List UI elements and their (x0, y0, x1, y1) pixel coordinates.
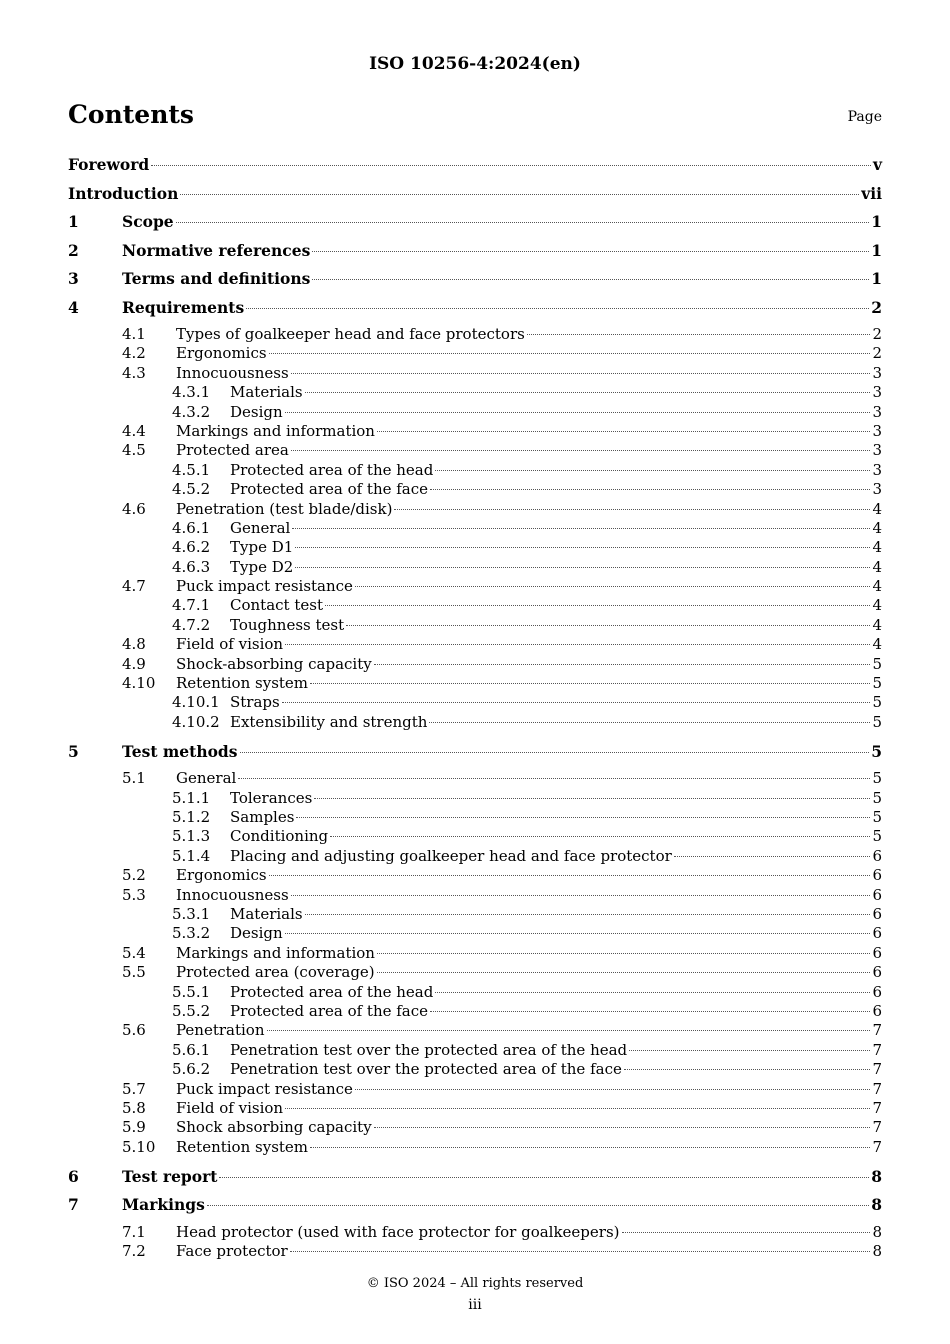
dot-leader (282, 702, 871, 703)
toc-entry-page: 1 (871, 269, 882, 288)
toc-entry[interactable] (68, 422, 882, 441)
dot-leader (325, 605, 870, 606)
toc-entry-title: Terms and definitions (122, 269, 311, 288)
toc-entry-page: 6 (872, 943, 882, 962)
toc-entry-page: 4 (872, 615, 882, 634)
toc-entry[interactable] (68, 1242, 882, 1261)
toc-entry[interactable] (68, 741, 882, 770)
toc-entry-page: 4 (872, 499, 882, 518)
toc-entry-number: 5.6.1 (172, 1040, 211, 1059)
toc-entry[interactable] (68, 713, 882, 741)
dot-leader (429, 722, 870, 723)
toc-entry-title: Protected area (coverage) (176, 963, 375, 982)
dot-leader (629, 1050, 870, 1051)
toc-entry-title: Toughness test (230, 615, 345, 634)
toc-entry-title: Markings and information (176, 421, 375, 440)
toc-entry-number: 7 (68, 1195, 79, 1215)
toc-entry-number: 4.6.3 (172, 557, 211, 576)
toc-entry-number: 5.10 (122, 1137, 156, 1156)
toc-entry-page: 4 (872, 538, 882, 557)
dot-leader (291, 373, 871, 374)
dot-leader (296, 817, 870, 818)
toc-entry-page: 3 (872, 480, 882, 499)
toc-entry[interactable] (68, 635, 882, 654)
toc-entry-title: Ergonomics (176, 866, 267, 885)
dot-leader (292, 528, 870, 529)
toc-entry-title: Scope (122, 212, 174, 231)
toc-entry-title: Type D1 (230, 538, 294, 557)
dot-leader (285, 1108, 870, 1109)
dot-leader (377, 953, 870, 954)
toc-entry[interactable] (68, 519, 882, 538)
toc-entry-title: Innocuousness (176, 363, 289, 382)
toc-entry[interactable] (68, 596, 882, 615)
toc-entry-number: 4.5 (122, 441, 146, 460)
toc-entry-title: Test report (122, 1166, 218, 1186)
toc-entry-number: 4.6.1 (172, 518, 211, 537)
toc-entry-title: Retention system (176, 1137, 309, 1156)
toc-entry[interactable] (68, 674, 882, 693)
toc-entry-page: 8 (871, 1195, 882, 1215)
toc-entry-page: 5 (872, 654, 882, 673)
toc-entry-page: 3 (872, 460, 882, 479)
toc-entry-title: Tolerances (230, 788, 313, 807)
toc-entry-number: 4.5.1 (172, 460, 211, 479)
toc-entry-page: 4 (872, 635, 882, 654)
dot-leader (377, 972, 871, 973)
dot-leader (430, 489, 870, 490)
toc-entry-number: 5.1.3 (172, 827, 211, 846)
dot-leader (285, 412, 871, 413)
toc-entry[interactable] (68, 1002, 882, 1021)
toc-entry-number: 4.10.1 (172, 693, 220, 712)
toc-entry[interactable] (68, 1060, 882, 1079)
dot-leader (355, 1089, 871, 1090)
dot-leader (314, 798, 870, 799)
toc-entry-number: 2 (68, 240, 79, 260)
dot-leader (312, 251, 869, 252)
toc-entry[interactable] (68, 383, 882, 402)
toc-entry-page: 6 (872, 963, 882, 982)
toc-entry-title: Field of vision (176, 635, 284, 654)
toc-entry-number: 5.9 (122, 1118, 146, 1137)
toc-entry[interactable] (68, 1138, 882, 1166)
toc-entry-title: General (230, 518, 291, 537)
toc-entry-number: 7.2 (122, 1242, 146, 1261)
dot-leader (394, 509, 870, 510)
toc-entry-title: Shock-absorbing capacity (176, 654, 372, 673)
toc-entry-page: vii (861, 183, 882, 203)
table-of-contents (68, 154, 882, 1262)
toc-entry-number: 5.5.1 (172, 982, 211, 1001)
toc-entry-title: Puck impact resistance (176, 1079, 353, 1098)
toc-entry[interactable] (68, 1021, 882, 1040)
toc-entry-page: 5 (872, 788, 882, 807)
toc-entry[interactable] (68, 461, 882, 480)
toc-entry-page: 5 (872, 674, 882, 693)
toc-entry-title: Types of goalkeeper head and face protectors (176, 325, 525, 343)
toc-entry[interactable] (68, 441, 882, 460)
toc-entry-number: 4.6 (122, 499, 146, 518)
dot-leader (246, 308, 869, 309)
toc-entry-page: 6 (872, 866, 882, 885)
toc-entry-title: Placing and adjusting goalkeeper head and face protector (230, 846, 672, 865)
dot-leader (240, 752, 870, 753)
dot-leader (355, 586, 871, 587)
toc-entry[interactable] (68, 769, 882, 788)
toc-entry-title: Extensibility and strength (230, 712, 428, 731)
toc-entry-title: General (176, 769, 237, 788)
toc-entry-number: 3 (68, 269, 79, 288)
toc-entry-number: 5.8 (122, 1098, 146, 1117)
toc-entry-number: 6 (68, 1166, 79, 1186)
toc-entry-title: Protected area of the head (230, 460, 434, 479)
toc-entry-page: 7 (872, 1021, 882, 1040)
toc-entry[interactable] (68, 808, 882, 827)
toc-entry-number: 5.4 (122, 943, 146, 962)
dot-leader (435, 470, 870, 471)
toc-entry-title: Test methods (122, 741, 238, 761)
dot-leader (377, 431, 870, 432)
toc-entry-page: 8 (872, 1222, 882, 1241)
toc-entry[interactable] (68, 240, 882, 269)
toc-entry-page: 5 (872, 712, 882, 731)
toc-entry-title: Markings and information (176, 943, 375, 962)
toc-entry[interactable] (68, 693, 882, 712)
toc-entry-title: Straps (230, 693, 280, 712)
copyright-notice: © ISO 2024 – All rights reserved (366, 1276, 584, 1291)
toc-entry-number: 5.6 (122, 1021, 146, 1040)
toc-entry-number: 5.2 (122, 866, 146, 885)
toc-entry[interactable] (68, 325, 882, 344)
toc-entry[interactable] (68, 297, 882, 326)
dot-leader (312, 279, 869, 280)
toc-entry-number: 4.7.1 (172, 596, 211, 615)
toc-entry-page: v (872, 155, 882, 174)
toc-entry-title: Ergonomics (176, 344, 267, 363)
toc-entry[interactable] (68, 983, 882, 1002)
toc-entry-title: Face protector (176, 1242, 288, 1261)
toc-entry-page: 5 (872, 693, 882, 712)
toc-entry-page: 7 (872, 1060, 882, 1079)
toc-entry-page: 7 (872, 1118, 882, 1137)
toc-entry[interactable] (68, 1041, 882, 1060)
toc-entry[interactable] (68, 1080, 882, 1099)
toc-entry-title: Protected area of the head (230, 982, 434, 1001)
toc-entry-title: Markings (122, 1195, 205, 1215)
toc-entry-page: 6 (872, 1002, 882, 1020)
contents-title: Contents (68, 100, 195, 129)
toc-entry-page: 5 (871, 741, 882, 761)
toc-entry-number: 7.1 (122, 1222, 146, 1241)
toc-entry[interactable] (68, 963, 882, 982)
toc-entry-page: 2 (872, 325, 882, 343)
toc-entry-page: 7 (872, 1137, 882, 1156)
toc-entry-number: 5.5.2 (172, 1002, 211, 1020)
toc-entry-number: 5.1.2 (172, 808, 211, 827)
toc-entry-title: Protected area of the face (230, 1002, 429, 1020)
dot-leader (374, 1127, 871, 1128)
dot-leader (267, 1030, 871, 1031)
toc-entry-title: Penetration test over the protected area of the face (230, 1060, 622, 1079)
toc-entry-title: Shock absorbing capacity (176, 1118, 372, 1137)
toc-entry-number: 4.7.2 (172, 615, 211, 634)
dot-leader (285, 933, 871, 934)
toc-entry[interactable] (68, 538, 882, 557)
toc-entry-page: 3 (872, 421, 882, 440)
toc-entry-number: 5.3 (122, 885, 146, 904)
toc-entry-title: Retention system (176, 674, 309, 693)
toc-entry-page: 4 (872, 596, 882, 615)
dot-leader (290, 1251, 871, 1252)
toc-entry-title: Head protector (used with face protector for goalkeepers) (176, 1222, 620, 1241)
toc-entry-title: Materials (230, 905, 303, 924)
dot-leader (622, 1232, 871, 1233)
toc-entry-title: Normative references (122, 240, 311, 260)
toc-entry-page: 6 (872, 885, 882, 904)
toc-entry-number: 4.2 (122, 344, 146, 363)
toc-entry[interactable] (68, 268, 882, 297)
toc-entry-title: Conditioning (230, 827, 329, 846)
dot-leader (435, 992, 870, 993)
dot-leader (305, 392, 871, 393)
dot-leader (527, 334, 871, 335)
toc-entry-page: 3 (872, 383, 882, 402)
toc-entry[interactable] (68, 364, 882, 383)
toc-entry-number: 4.10.2 (172, 712, 220, 731)
toc-entry-page: 3 (872, 363, 882, 382)
toc-entry-page: 7 (872, 1040, 882, 1059)
toc-entry-title: Penetration (176, 1021, 265, 1040)
dot-leader (295, 547, 870, 548)
toc-entry[interactable] (68, 866, 882, 885)
toc-entry-page: 8 (871, 1166, 882, 1186)
toc-entry-title: Design (230, 402, 283, 421)
dot-leader (269, 353, 871, 354)
toc-entry[interactable] (68, 905, 882, 924)
toc-entry-number: 4.6.2 (172, 538, 211, 557)
dot-leader (624, 1069, 871, 1070)
toc-entry-title: Type D2 (230, 557, 294, 576)
toc-entry[interactable] (68, 655, 882, 674)
toc-entry[interactable] (68, 403, 882, 422)
toc-entry-page: 2 (872, 344, 882, 363)
toc-entry-title: Contact test (230, 596, 323, 615)
toc-entry[interactable] (68, 616, 882, 635)
toc-entry[interactable] (68, 1118, 882, 1137)
toc-entry-page: 7 (872, 1079, 882, 1098)
toc-entry-title: Materials (230, 383, 303, 402)
dot-leader (176, 222, 870, 223)
toc-entry[interactable] (68, 154, 882, 183)
dot-leader (374, 664, 871, 665)
toc-entry-page: 6 (872, 924, 882, 943)
toc-entry-page: 1 (871, 240, 882, 260)
dot-leader (269, 875, 871, 876)
toc-entry[interactable] (68, 480, 882, 499)
dot-leader (291, 450, 871, 451)
toc-entry[interactable] (68, 944, 882, 963)
dot-leader (310, 1147, 870, 1148)
toc-entry[interactable] (68, 500, 882, 519)
toc-entry[interactable] (68, 577, 882, 596)
toc-entry-page: 4 (872, 518, 882, 537)
toc-entry-page: 4 (872, 577, 882, 596)
dot-leader (430, 1011, 870, 1012)
toc-entry-title: Field of vision (176, 1098, 284, 1117)
toc-entry-number: 5.7 (122, 1079, 146, 1098)
dot-leader (180, 194, 859, 195)
dot-leader (346, 625, 870, 626)
toc-entry-title: Puck impact resistance (176, 577, 353, 596)
toc-entry-title: Foreword (68, 155, 150, 174)
toc-entry[interactable] (68, 183, 882, 212)
toc-entry[interactable] (68, 1099, 882, 1118)
toc-entry-page: 1 (871, 212, 882, 231)
toc-entry-page: 6 (872, 982, 882, 1001)
toc-entry-number: 5.1.4 (172, 846, 211, 865)
dot-leader (305, 914, 871, 915)
toc-entry-page: 6 (872, 905, 882, 924)
dot-leader (219, 1177, 869, 1178)
toc-entry-title: Penetration (test blade/disk) (176, 499, 393, 518)
toc-entry-number: 5.1 (122, 769, 146, 788)
toc-entry-number: 4.3.1 (172, 383, 211, 402)
toc-entry-title: Requirements (122, 297, 245, 317)
dot-leader (295, 567, 870, 568)
toc-entry[interactable] (68, 789, 882, 808)
toc-entry-page: 5 (872, 769, 882, 788)
toc-entry-page: 7 (872, 1098, 882, 1117)
toc-entry[interactable] (68, 924, 882, 943)
dot-leader (285, 644, 870, 645)
toc-entry-page: 3 (872, 402, 882, 421)
toc-entry[interactable] (68, 847, 882, 866)
toc-entry[interactable] (68, 1166, 882, 1195)
page-column-label: Page (847, 109, 882, 125)
toc-entry-title: Penetration test over the protected area of the head (230, 1040, 628, 1059)
document-header: ISO 10256-4:2024(en) (369, 54, 581, 74)
dot-leader (674, 856, 871, 857)
toc-entry-number: 4.4 (122, 421, 146, 440)
toc-entry[interactable] (68, 344, 882, 363)
toc-entry[interactable] (68, 886, 882, 905)
toc-entry-number: 4.9 (122, 654, 146, 673)
toc-entry-number: 5.3.2 (172, 924, 211, 943)
toc-entry-number: 4.7 (122, 577, 146, 596)
toc-entry-page: 4 (872, 557, 882, 576)
toc-entry-number: 4.3.2 (172, 402, 211, 421)
toc-entry[interactable] (68, 1194, 882, 1223)
toc-entry-number: 5.1.1 (172, 788, 211, 807)
toc-entry-number: 4.10 (122, 674, 156, 693)
dot-leader (310, 683, 870, 684)
toc-entry-page: 6 (872, 846, 882, 865)
toc-entry-title: Design (230, 924, 283, 943)
toc-entry-page: 5 (872, 827, 882, 846)
toc-entry-number: 5.5 (122, 963, 146, 982)
page-number: iii (468, 1297, 482, 1313)
toc-entry-title: Samples (230, 808, 295, 827)
toc-entry-title: Protected area of the face (230, 480, 429, 499)
toc-entry-number: 4.5.2 (172, 480, 211, 499)
toc-entry-page: 5 (872, 808, 882, 827)
dot-leader (330, 836, 870, 837)
toc-entry-number: 5.6.2 (172, 1060, 211, 1079)
toc-entry-number: 4 (68, 297, 79, 317)
toc-entry[interactable] (68, 211, 882, 240)
toc-entry[interactable] (68, 558, 882, 577)
toc-entry-number: 4.1 (122, 325, 146, 343)
toc-entry-title: Innocuousness (176, 885, 289, 904)
toc-entry-title: Introduction (68, 183, 179, 203)
toc-entry-number: 5.3.1 (172, 905, 211, 924)
toc-entry[interactable] (68, 827, 882, 846)
toc-entry-title: Protected area (176, 441, 289, 460)
toc-entry-number: 4.8 (122, 635, 146, 654)
toc-entry[interactable] (68, 1223, 882, 1242)
dot-leader (207, 1205, 869, 1206)
dot-leader (151, 165, 871, 166)
toc-entry-number: 5 (68, 741, 79, 761)
toc-entry-page: 3 (872, 441, 882, 460)
toc-entry-number: 1 (68, 212, 79, 231)
toc-entry-page: 8 (872, 1242, 882, 1261)
toc-entry-page: 2 (871, 297, 882, 317)
toc-entry-number: 4.3 (122, 363, 146, 382)
dot-leader (291, 895, 871, 896)
dot-leader (238, 778, 870, 779)
